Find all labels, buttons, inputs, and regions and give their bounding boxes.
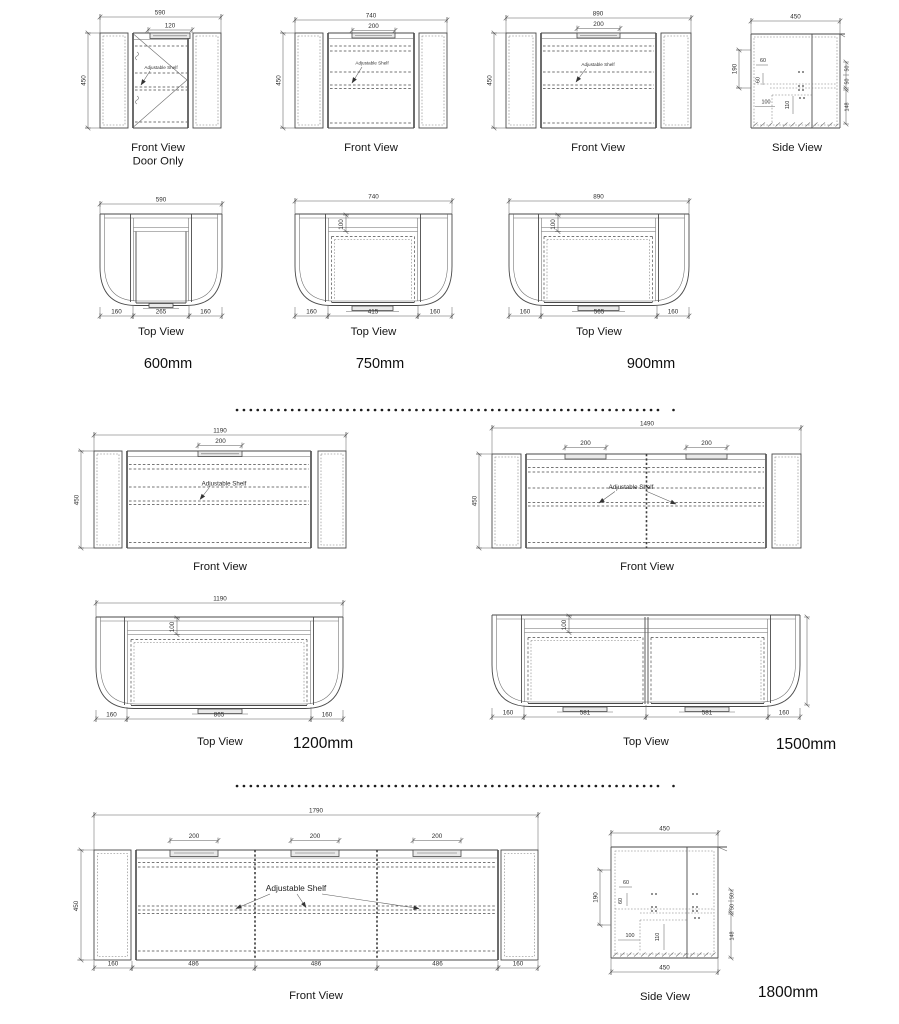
left-panel [94,451,122,548]
dim-height-text: 450 [275,75,283,86]
svg-text:160: 160 [778,709,790,717]
left-panel [492,454,521,548]
right-panel [318,451,346,548]
top-view-1500 [492,615,836,753]
top-view-900 [509,194,689,373]
drill-holes [651,893,700,919]
side-view-top [732,14,851,155]
svg-text:200: 200 [309,833,321,840]
size-label-600: 600mm [143,356,193,372]
right-panel [772,454,801,548]
dim-width-text: 450 [790,13,801,21]
left-panel [506,33,536,128]
shelf-leader-left [599,492,615,504]
dim-width-text: 740 [368,193,379,201]
size-label-750: 750mm [355,356,405,372]
adjustable-shelf-note: Adjustable Shelf [201,480,247,488]
dim-handle-text: 200 [368,23,379,30]
dim-height-text: 450 [80,75,88,86]
dim-width-text: 1190 [213,427,227,435]
svg-text:160: 160 [111,308,122,316]
svg-text:160: 160 [106,711,117,719]
svg-text:50: 50 [844,65,851,72]
side-view-bottom [593,826,819,1004]
front-view-750 [276,13,448,155]
svg-text:60: 60 [623,880,629,886]
svg-text:200: 200 [701,440,712,447]
top-view-750 [295,194,452,373]
size-label-1200: 1200mm [292,735,354,752]
right-panel [501,850,538,960]
view-sublabel: Door Only [132,155,184,168]
svg-text:200: 200 [580,440,591,447]
svg-text:50: 50 [729,893,736,899]
svg-text:50: 50 [844,78,851,85]
shelf-leader-2 [297,894,306,908]
svg-text:486: 486 [188,960,199,968]
top-view-1200 [96,596,353,753]
view-label: Front View [620,561,674,573]
svg-text:110: 110 [785,100,791,110]
adjustable-shelf-note: Adjustable Shelf [608,484,654,491]
hatch-marks [613,953,716,957]
view-label: Top View [623,736,669,748]
right-panel [193,33,221,128]
front-view-600-door-only [81,10,222,168]
shelf-dash-lines [330,46,412,123]
svg-text:865: 865 [213,711,225,719]
view-label: Top View [138,326,184,338]
dim-height-text: 450 [471,495,479,507]
dim-width-top-text: 450 [659,825,670,833]
svg-text:148: 148 [729,931,736,941]
svg-text:50: 50 [729,904,736,910]
adjustable-shelf-note: Adjustable Shelf [581,62,615,67]
adjustable-shelf-note: Adjustable Shelf [144,65,178,70]
svg-text:160: 160 [429,308,441,316]
svg-text:581: 581 [579,709,591,717]
svg-text:160: 160 [306,308,317,316]
door [133,33,188,128]
front-view-900 [487,11,692,155]
dim-left-text: 190 [592,892,600,903]
view-label: Front View [289,990,343,1002]
dotted-separator-2 [237,785,675,788]
right-panel [661,33,691,128]
shelf-leader [576,69,586,83]
svg-text:200: 200 [188,833,200,840]
view-label: Top View [576,326,622,338]
shelf-dash-lines [543,46,654,123]
dim-width-text: 1190 [213,595,227,603]
svg-text:200: 200 [431,833,443,840]
dim-handle-text: 200 [215,438,226,445]
dim-height-text: 450 [486,75,494,86]
svg-text:415: 415 [367,308,379,316]
bottom-dims [492,705,800,720]
svg-text:160: 160 [502,709,514,717]
dim-height-text: 450 [73,494,81,506]
shelf-dash-lines [138,863,496,952]
adjustable-shelf-note: Adjustable Shelf [355,60,389,66]
view-label: Front View [193,561,247,573]
front-view-1500 [472,421,802,574]
inner-dims [755,58,793,114]
adjustable-shelf-note: Adjustable Shelf [265,883,327,893]
svg-text:160: 160 [107,960,119,968]
dotted-separator-1 [237,409,675,412]
dim-width-text: 890 [593,193,604,201]
shelf-dash-lines [528,468,764,543]
svg-text:160: 160 [200,308,211,316]
view-label: Front View [131,142,185,154]
dim-width-text: 890 [592,10,604,18]
svg-text:160: 160 [519,308,531,316]
dim-depth-text: 100 [561,619,568,631]
dim-handle-text: 120 [164,22,176,30]
svg-text:60: 60 [618,898,624,904]
handle-left [565,454,606,459]
dim-depth-text: 100 [550,219,557,230]
handle [149,304,173,308]
hatch-marks [753,123,839,127]
bottom-dims [94,961,538,972]
dim-width-text: 740 [365,12,377,20]
left-panel [100,33,128,128]
view-label: Top View [197,736,243,748]
dim-height-text: 450 [73,900,80,912]
svg-text:160: 160 [512,960,524,968]
dim-depth-text: 100 [169,621,176,633]
shelf-leader [352,67,362,83]
front-view-1800 [73,808,538,1003]
shelf-leader [200,488,209,500]
dim-handle-text: 200 [593,21,604,28]
shelf-dash-lines [129,465,309,543]
dim-width-text: 1790 [308,807,324,815]
svg-text:581: 581 [701,709,713,717]
svg-text:160: 160 [321,711,333,719]
left-panel [295,33,323,128]
shelf-leader-right [647,492,676,505]
dim-width-text: 1490 [639,420,655,428]
inner-dims [618,880,664,950]
dim-width-text: 590 [154,9,166,17]
view-label: Top View [350,326,397,338]
size-label-1800: 1800mm [757,984,819,1001]
svg-text:100: 100 [625,933,635,939]
handle-right [686,454,727,459]
svg-text:486: 486 [432,960,443,968]
bottom-dims [100,306,222,319]
svg-text:148: 148 [844,102,851,112]
view-label: Front View [571,142,625,154]
svg-text:265: 265 [155,308,167,316]
svg-text:486: 486 [310,960,322,968]
dim-width-text: 590 [155,196,167,204]
front-view-1200 [74,428,347,574]
svg-text:160: 160 [667,308,679,316]
view-label: Side View [771,142,823,154]
view-label: Front View [344,142,398,154]
svg-text:60: 60 [760,58,766,64]
svg-text:100: 100 [761,99,771,106]
left-panel [94,850,131,960]
size-label-900: 900mm [626,356,676,372]
svg-text:60: 60 [755,77,762,83]
size-label-1500: 1500mm [775,736,837,753]
svg-text:110: 110 [655,932,661,942]
svg-text:565: 565 [593,308,605,316]
top-view-600 [100,197,222,373]
dim-width-bottom-text: 450 [659,964,670,972]
dim-left-text: 190 [731,63,739,75]
right-panel [419,33,447,128]
dim-depth-text: 100 [338,219,345,230]
view-label: Side View [639,991,691,1003]
